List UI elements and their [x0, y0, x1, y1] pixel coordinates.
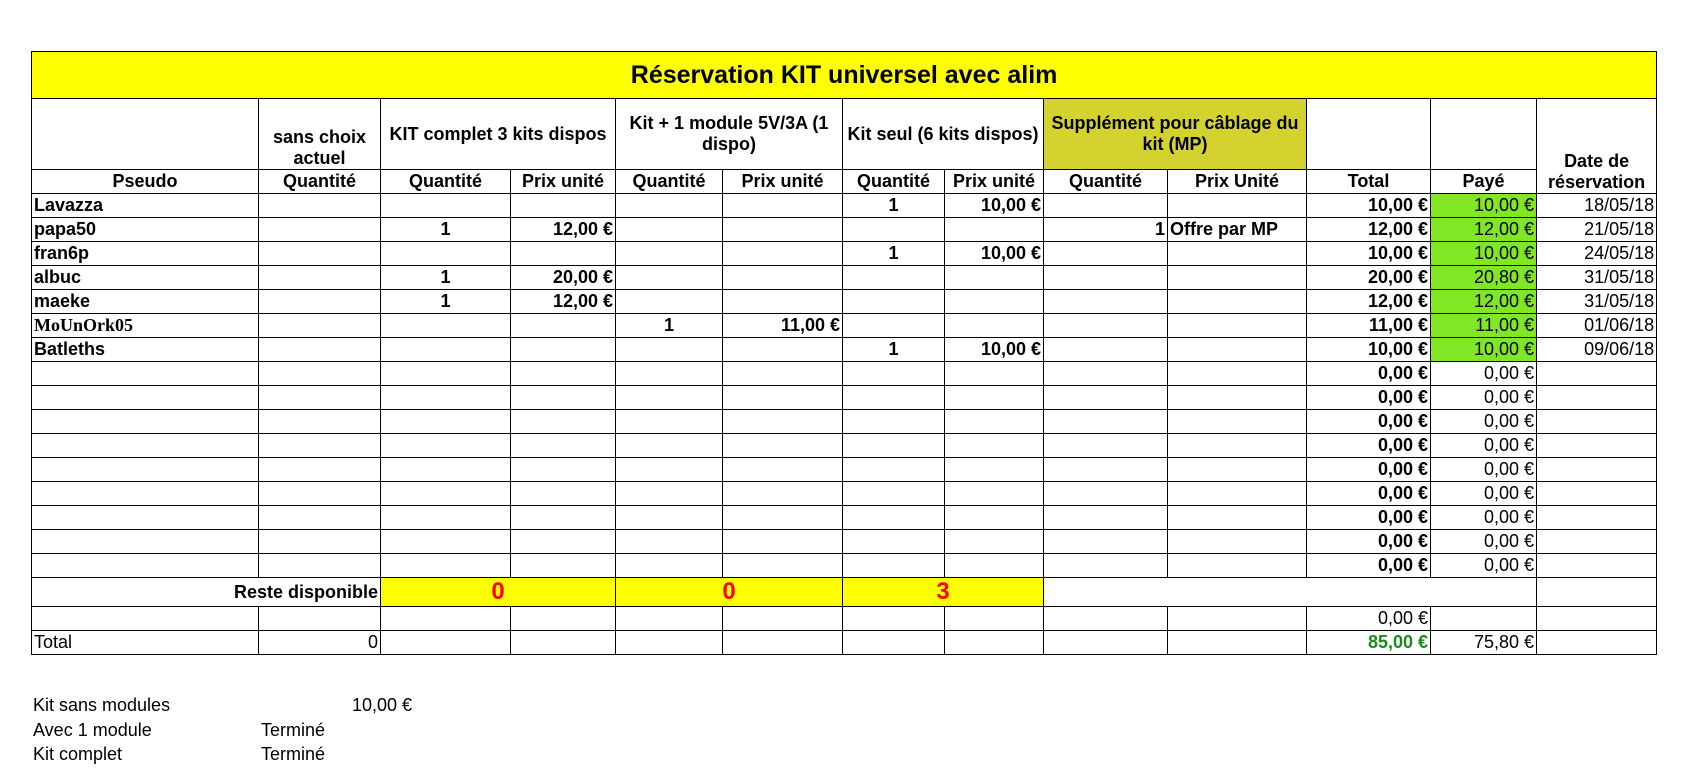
reste-empty	[1044, 578, 1537, 607]
cell-kit-module-price	[723, 434, 843, 458]
cell-date	[1537, 506, 1657, 530]
cell-paye: 10,00 €	[1431, 194, 1537, 218]
cell-supplement-qty	[1044, 434, 1168, 458]
cell-kit-seul-qty: 1	[843, 194, 945, 218]
cell	[1168, 631, 1307, 655]
cell-kit-module-price	[723, 482, 843, 506]
cell-sans-choix-qty	[259, 338, 381, 362]
reste-date-empty	[1537, 578, 1657, 607]
cell-supplement-qty	[1044, 386, 1168, 410]
cell-kit-module-qty	[616, 194, 723, 218]
table-row	[32, 194, 1657, 218]
note-label: Avec 1 module	[33, 719, 152, 740]
note-value: Terminé	[261, 744, 326, 764]
cell-kit-seul-qty	[843, 434, 945, 458]
cell-pseudo	[32, 530, 259, 554]
cell-kit-seul-qty: 1	[843, 338, 945, 362]
note-value: Terminé	[261, 719, 326, 740]
cell	[381, 631, 511, 655]
cell-kit-complet-qty: 1	[381, 266, 511, 290]
cell-supplement-price	[1168, 314, 1307, 338]
cell-paye: 0,00 €	[1431, 386, 1537, 410]
cell-kit-complet-qty	[381, 362, 511, 386]
cell-paye: 0,00 €	[1431, 554, 1537, 578]
cell-paye: 0,00 €	[1431, 506, 1537, 530]
cell-supplement-price	[1168, 266, 1307, 290]
group-kit-module: Kit + 1 module 5V/3A (1 dispo)	[616, 99, 843, 170]
cell-date	[1537, 554, 1657, 578]
cell-sans-choix-qty	[259, 242, 381, 266]
cell-sans-choix-qty	[259, 458, 381, 482]
cell-kit-complet-price: 12,00 €	[511, 290, 616, 314]
cell-kit-seul-price	[945, 530, 1044, 554]
cell-kit-seul-price	[945, 218, 1044, 242]
cell-supplement-qty	[1044, 506, 1168, 530]
cell-paye: 11,00 €	[1431, 314, 1537, 338]
cell-paye: 12,00 €	[1431, 290, 1537, 314]
cell-kit-seul-price: 10,00 €	[945, 338, 1044, 362]
cell-paye: 10,00 €	[1431, 242, 1537, 266]
group-kit-seul: Kit seul (6 kits dispos)	[843, 99, 1044, 170]
table-row	[32, 434, 1657, 458]
cell-kit-module-qty	[616, 530, 723, 554]
header-prix-unite: Prix Unité	[1168, 170, 1307, 194]
table-row	[32, 506, 1657, 530]
cell-kit-seul-price	[945, 410, 1044, 434]
cell-kit-seul-price	[945, 314, 1044, 338]
cell-kit-module-price: 11,00 €	[723, 314, 843, 338]
cell-pseudo: MoUnOrk05	[32, 314, 259, 338]
cell-kit-seul-price	[945, 434, 1044, 458]
cell-kit-seul-price	[945, 458, 1044, 482]
cell-kit-complet-price	[511, 386, 616, 410]
cell-pseudo	[32, 554, 259, 578]
cell-total: 20,00 €	[1307, 266, 1431, 290]
cell-date: 18/05/18	[1537, 194, 1657, 218]
note-row	[33, 695, 433, 720]
header-quantite: Quantité	[259, 170, 381, 194]
cell-paye: 0,00 €	[1431, 434, 1537, 458]
cell	[945, 607, 1044, 631]
cell-sans-choix-qty	[259, 290, 381, 314]
cell-pseudo: maeke	[32, 290, 259, 314]
header-quantite: Quantité	[616, 170, 723, 194]
cell-pseudo: papa50	[32, 218, 259, 242]
grand-total: 85,00 €	[1307, 631, 1431, 655]
table-row	[32, 410, 1657, 434]
cell-kit-module-price	[723, 194, 843, 218]
cell-supplement-price	[1168, 434, 1307, 458]
cell-total: 0,00 €	[1307, 530, 1431, 554]
cell	[32, 607, 259, 631]
cell	[843, 631, 945, 655]
note-label: Kit complet	[33, 744, 123, 764]
cell-kit-complet-qty	[381, 338, 511, 362]
cell-kit-seul-qty	[843, 386, 945, 410]
reste-kit-seul: 3	[843, 578, 1044, 607]
cell-kit-module-qty	[616, 290, 723, 314]
cell-paye: 0,00 €	[1431, 458, 1537, 482]
header-total: Total	[1307, 170, 1431, 194]
cell-kit-module-qty	[616, 338, 723, 362]
cell-date	[1537, 434, 1657, 458]
header-date: Date de réservation	[1537, 99, 1657, 194]
cell-date: 31/05/18	[1537, 266, 1657, 290]
cell-kit-complet-qty	[381, 194, 511, 218]
cell-kit-complet-price	[511, 410, 616, 434]
cell-kit-module-price	[723, 386, 843, 410]
cell-kit-complet-qty	[381, 506, 511, 530]
cell-date: 31/05/18	[1537, 290, 1657, 314]
cell-kit-complet-price	[511, 506, 616, 530]
note-label: Kit sans modules	[33, 695, 171, 715]
cell-date	[1537, 530, 1657, 554]
cell-kit-complet-qty	[381, 458, 511, 482]
cell-sans-choix-qty	[259, 434, 381, 458]
header-prix-unite: Prix unité	[511, 170, 616, 194]
cell-supplement-qty	[1044, 290, 1168, 314]
table-row	[32, 530, 1657, 554]
cell-kit-complet-qty	[381, 410, 511, 434]
cell-supplement-qty	[1044, 266, 1168, 290]
cell-total: 10,00 €	[1307, 242, 1431, 266]
header-quantite: Quantité	[381, 170, 511, 194]
cell	[1537, 631, 1657, 655]
cell-kit-seul-price	[945, 266, 1044, 290]
note-value: 10,00 €	[351, 695, 412, 715]
cell-pseudo	[32, 506, 259, 530]
cell-supplement-price	[1168, 410, 1307, 434]
cell-kit-complet-price	[511, 314, 616, 338]
reste-kit-module: 0	[616, 578, 843, 607]
cell-supplement-qty	[1044, 482, 1168, 506]
cell-kit-seul-price	[945, 362, 1044, 386]
cell-date: 01/06/18	[1537, 314, 1657, 338]
cell-kit-module-qty	[616, 266, 723, 290]
cell-kit-module-qty	[616, 362, 723, 386]
cell-supplement-price	[1168, 290, 1307, 314]
cell-kit-module-qty	[616, 458, 723, 482]
cell	[511, 607, 616, 631]
cell-kit-complet-qty: 1	[381, 290, 511, 314]
cell-supplement-price	[1168, 338, 1307, 362]
cell	[1537, 607, 1657, 631]
cell-paye: 0,00 €	[1431, 410, 1537, 434]
group-paye-empty	[1431, 99, 1537, 170]
table-row	[32, 386, 1657, 410]
cell-kit-complet-price	[511, 194, 616, 218]
reste-kit-complet: 0	[381, 578, 616, 607]
cell-supplement-qty	[1044, 314, 1168, 338]
cell-total: 11,00 €	[1307, 314, 1431, 338]
cell-date: 21/05/18	[1537, 218, 1657, 242]
cell-sans-choix-qty	[259, 266, 381, 290]
cell-supplement-price	[1168, 362, 1307, 386]
cell-supplement-qty	[1044, 242, 1168, 266]
cell-kit-module-qty	[616, 386, 723, 410]
cell-supplement-qty	[1044, 338, 1168, 362]
header-quantite: Quantité	[1044, 170, 1168, 194]
group-supplement: Supplément pour câblage du kit (MP)	[1044, 99, 1307, 170]
cell-pseudo: albuc	[32, 266, 259, 290]
table-row	[32, 338, 1657, 362]
cell-date	[1537, 362, 1657, 386]
cell-kit-seul-qty	[843, 410, 945, 434]
cell	[843, 607, 945, 631]
cell-sans-choix-qty	[259, 410, 381, 434]
cell-kit-seul-price	[945, 482, 1044, 506]
cell-kit-complet-qty	[381, 434, 511, 458]
cell-pseudo	[32, 482, 259, 506]
cell-kit-seul-price: 10,00 €	[945, 242, 1044, 266]
cell-sans-choix-qty	[259, 554, 381, 578]
reste-row	[32, 578, 1657, 607]
cell-kit-seul-qty	[843, 554, 945, 578]
header-pseudo: Pseudo	[32, 170, 259, 194]
total-row	[32, 631, 1657, 655]
cell-paye: 10,00 €	[1431, 338, 1537, 362]
cell-date: 09/06/18	[1537, 338, 1657, 362]
cell-kit-module-price	[723, 338, 843, 362]
cell-sans-choix-qty	[259, 362, 381, 386]
cell-kit-module-qty	[616, 434, 723, 458]
note-row	[33, 744, 433, 769]
cell	[723, 607, 843, 631]
cell-paye: 12,00 €	[1431, 218, 1537, 242]
cell-pseudo	[32, 434, 259, 458]
cell	[1431, 607, 1537, 631]
cell-supplement-price	[1168, 530, 1307, 554]
cell-sans-choix-qty	[259, 314, 381, 338]
cell-kit-complet-price	[511, 362, 616, 386]
cell-kit-seul-qty	[843, 218, 945, 242]
cell-supplement-price	[1168, 242, 1307, 266]
group-kit-complet: KIT complet 3 kits dispos	[381, 99, 616, 170]
cell-sans-choix-qty	[259, 482, 381, 506]
cell	[1044, 631, 1168, 655]
cell	[945, 631, 1044, 655]
cell-pseudo	[32, 362, 259, 386]
cell-kit-module-price	[723, 362, 843, 386]
cell-sans-choix-qty	[259, 218, 381, 242]
cell	[259, 607, 381, 631]
cell-date	[1537, 458, 1657, 482]
cell-total: 0,00 €	[1307, 458, 1431, 482]
table-row	[32, 290, 1657, 314]
table-row	[32, 242, 1657, 266]
cell-paye: 0,00 €	[1431, 482, 1537, 506]
cell-kit-seul-qty	[843, 530, 945, 554]
cell-pseudo	[32, 458, 259, 482]
cell-paye: 0,00 €	[1431, 362, 1537, 386]
cell-total: 0,00 €	[1307, 482, 1431, 506]
cell	[381, 607, 511, 631]
header-prix-unite: Prix unité	[723, 170, 843, 194]
cell-kit-complet-price: 12,00 €	[511, 218, 616, 242]
cell-supplement-price	[1168, 482, 1307, 506]
cell-kit-complet-qty	[381, 242, 511, 266]
cell	[616, 631, 723, 655]
table-row	[32, 266, 1657, 290]
cell-date	[1537, 482, 1657, 506]
cell-kit-module-price	[723, 290, 843, 314]
cell-kit-complet-price	[511, 434, 616, 458]
cell-kit-module-qty	[616, 554, 723, 578]
reservation-table	[31, 51, 1657, 655]
cell-sans-choix-qty	[259, 530, 381, 554]
cell-kit-seul-price	[945, 386, 1044, 410]
cell-kit-complet-qty	[381, 314, 511, 338]
cell-total: 0,00 €	[1307, 386, 1431, 410]
cell	[1168, 607, 1307, 631]
cell-supplement-price: Offre par MP	[1168, 218, 1307, 242]
cell-kit-seul-qty	[843, 266, 945, 290]
cell-supplement-qty	[1044, 530, 1168, 554]
cell-supplement-price	[1168, 386, 1307, 410]
cell-kit-complet-price	[511, 554, 616, 578]
cell-total: 0,00 €	[1307, 506, 1431, 530]
cell-kit-seul-qty	[843, 458, 945, 482]
cell-kit-module-qty: 1	[616, 314, 723, 338]
cell-kit-module-qty	[616, 242, 723, 266]
cell-kit-complet-price	[511, 338, 616, 362]
cell-pseudo: fran6p	[32, 242, 259, 266]
cell-date	[1537, 386, 1657, 410]
header-quantite: Quantité	[843, 170, 945, 194]
cell-kit-seul-price	[945, 290, 1044, 314]
table-row	[32, 362, 1657, 386]
cell	[723, 631, 843, 655]
cell-supplement-price	[1168, 194, 1307, 218]
group-empty	[32, 99, 259, 170]
cell-kit-complet-price	[511, 482, 616, 506]
cell-kit-seul-price	[945, 554, 1044, 578]
cell-supplement-price	[1168, 506, 1307, 530]
cell-kit-module-price	[723, 218, 843, 242]
cell-total: 0,00 €	[1307, 362, 1431, 386]
cell-kit-seul-price: 10,00 €	[945, 194, 1044, 218]
cell-supplement-qty	[1044, 458, 1168, 482]
cell-supplement-qty	[1044, 554, 1168, 578]
cell	[1044, 607, 1168, 631]
cell-kit-complet-qty	[381, 530, 511, 554]
cell	[616, 607, 723, 631]
cell-date: 24/05/18	[1537, 242, 1657, 266]
group-total-empty	[1307, 99, 1431, 170]
table-row	[32, 314, 1657, 338]
cell-kit-module-price	[723, 410, 843, 434]
header-paye: Payé	[1431, 170, 1537, 194]
sheet-title: Réservation KIT universel avec alim	[32, 52, 1657, 99]
header-prix-unite: Prix unité	[945, 170, 1044, 194]
cell-kit-seul-qty	[843, 314, 945, 338]
cell-kit-complet-price	[511, 242, 616, 266]
reste-label: Reste disponible	[32, 578, 381, 607]
note-row	[33, 720, 433, 745]
cell-kit-seul-qty	[843, 362, 945, 386]
cell-sans-choix-qty	[259, 386, 381, 410]
cell-kit-module-price	[723, 530, 843, 554]
table-row	[32, 218, 1657, 242]
cell-kit-module-qty	[616, 410, 723, 434]
cell-supplement-price	[1168, 458, 1307, 482]
cell-kit-module-price	[723, 506, 843, 530]
cell-kit-module-price	[723, 266, 843, 290]
cell-kit-complet-qty	[381, 386, 511, 410]
cell-total: 10,00 €	[1307, 338, 1431, 362]
cell-supplement-qty	[1044, 410, 1168, 434]
cell-kit-complet-qty	[381, 554, 511, 578]
cell-date	[1537, 410, 1657, 434]
cell-kit-seul-price	[945, 506, 1044, 530]
total-label: Total	[32, 631, 259, 655]
cell-kit-complet-price	[511, 458, 616, 482]
cell-supplement-qty	[1044, 362, 1168, 386]
cell-pseudo	[32, 386, 259, 410]
cell-supplement-price	[1168, 554, 1307, 578]
cell-kit-module-qty	[616, 482, 723, 506]
cell-kit-complet-price: 20,00 €	[511, 266, 616, 290]
cell-total: 0,00 €	[1307, 410, 1431, 434]
table-row	[32, 482, 1657, 506]
cell-supplement-qty: 1	[1044, 218, 1168, 242]
cell-paye: 0,00 €	[1431, 530, 1537, 554]
cell-total: 10,00 €	[1307, 194, 1431, 218]
cell-kit-complet-qty: 1	[381, 218, 511, 242]
total-sans-choix: 0	[259, 631, 381, 655]
cell-pseudo	[32, 410, 259, 434]
cell-total: 12,00 €	[1307, 290, 1431, 314]
cell-total: 0,00 €	[1307, 554, 1431, 578]
cell-kit-seul-qty	[843, 290, 945, 314]
cell-kit-complet-qty	[381, 482, 511, 506]
cell-paye: 20,80 €	[1431, 266, 1537, 290]
cell-kit-seul-qty	[843, 482, 945, 506]
cell-sans-choix-qty	[259, 194, 381, 218]
cell-kit-module-qty	[616, 218, 723, 242]
cell-total: 0,00 €	[1307, 434, 1431, 458]
table-row	[32, 554, 1657, 578]
cell	[511, 631, 616, 655]
cell-total: 0,00 €	[1307, 607, 1431, 631]
cell-sans-choix-qty	[259, 506, 381, 530]
extra-row	[32, 607, 1657, 631]
group-sans-choix: sans choix actuel	[259, 99, 381, 170]
notes	[33, 695, 433, 769]
table-row	[32, 458, 1657, 482]
cell-kit-seul-qty: 1	[843, 242, 945, 266]
cell-kit-seul-qty	[843, 506, 945, 530]
cell-pseudo: Lavazza	[32, 194, 259, 218]
cell-kit-module-price	[723, 242, 843, 266]
cell-pseudo: Batleths	[32, 338, 259, 362]
cell-kit-module-qty	[616, 506, 723, 530]
cell-kit-module-price	[723, 554, 843, 578]
cell-kit-complet-price	[511, 530, 616, 554]
cell-supplement-qty	[1044, 194, 1168, 218]
grand-total-paye: 75,80 €	[1431, 631, 1537, 655]
cell-kit-module-price	[723, 458, 843, 482]
cell-total: 12,00 €	[1307, 218, 1431, 242]
